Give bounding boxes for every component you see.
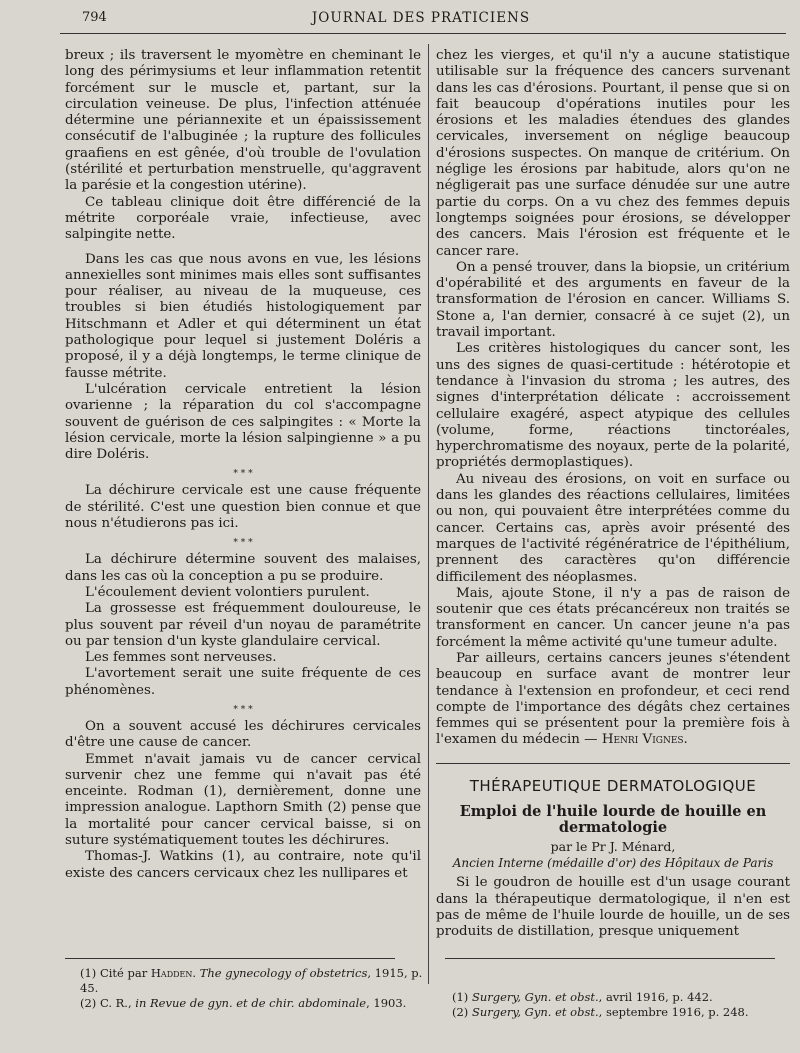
paragraph: Thomas-J. Watkins (1), au contraire, note qu'il existe des cancers cervicaux chez les nullipares et bbox=[65, 849, 421, 881]
paragraph: breux ; ils traversent le myomètre en cheminant le long des périmysiums et leur inflammation retentit forcément sur le muscle et, partant, sur la circulation veineuse. De plus, l'infection atténuée détermine une périannexite et un épaississement consécutif de l'albuginée ; la rupture des follicules graafiens en est gênée, d'où trouble de l'ovulation (stérilité et perturbation menstruelle, qu'aggravent la parésie et la congestion utérine). bbox=[65, 48, 421, 194]
paragraph: L'avortement serait une suite fréquente de ces phénomènes. bbox=[65, 666, 421, 698]
footnote: (1) Surgery, Gyn. et obst., avril 1916, p. 442. bbox=[452, 990, 713, 1004]
paragraph: Ce tableau clinique doit être différencié de la métrite corporéale vraie, infectieuse, avec salpingite nette. bbox=[65, 194, 421, 243]
paragraph: Les femmes sont nerveuses. bbox=[85, 650, 277, 666]
paragraph: Dans les cas que nous avons en vue, les lésions annexielles sont minimes mais elles sont suffisantes pour réaliser, au niveau de la muqueuse, ces troubles si bien étudiés histologiquement par Hitschmann et Adler et qui déterminent un état pathologique pour lequel si justement Doléris a proposé, il y a déjà longtemps, le terme clinique de fausse métrite. bbox=[65, 251, 421, 381]
section-separator: * * * bbox=[233, 538, 253, 549]
paragraph: On a souvent accusé les déchirures cervicales d'être une cause de cancer. bbox=[65, 718, 421, 751]
page-number: 794 bbox=[82, 10, 107, 25]
paragraph: chez les vierges, et qu'il n'y a aucune statistique utilisable sur la fréquence des cancers survenant dans les cas d'érosions. Pourtant, il pense que si on fait beaucoup d'opérations inutiles pour les érosions et les maladies étendues des glandes cervicales, inversement on néglige beaucoup d'érosions suspectes. On manque de critérium. On néglige les érosions par habitude, alors qu'on ne négligerait pas une surface dénudée sur une autre partie du corps. On a vu chez des femmes depuis longtemps soignées pour érosions, se développer des cancers. Mais l'érosion est fréquente et le cancer rare. bbox=[436, 48, 790, 259]
paragraph: L'ulcération cervicale entretient la lésion ovarienne ; la réparation du col s'accompagne souvent de guérison de ces salpingites : « Morte la lésion cervicale, morte la lésion salpingienne » a pu dire Doléris. bbox=[65, 381, 421, 463]
column-divider bbox=[428, 44, 429, 984]
footnote-rule-left bbox=[65, 958, 395, 959]
section-separator: * * * bbox=[233, 469, 253, 480]
author-signature: Henri Vignes. bbox=[601, 732, 688, 748]
paragraph bbox=[436, 651, 790, 749]
paragraph: La déchirure détermine souvent des malaises, dans les cas où la conception a pu se produire. bbox=[65, 552, 421, 584]
paragraph: Mais, ajoute Stone, il n'y a pas de raison de soutenir que ces états précancéreux non traités se transforment en cancer. Un cancer jeune n'a pas forcément la même activité qu'une tumeur adulte. bbox=[436, 585, 790, 650]
journal-title: JOURNAL DES PRATICIENS bbox=[311, 10, 531, 26]
paragraph: Les critères histologiques du cancer sont, les uns des signes de quasi-certitude : hétérotopie et tendance à l'invasion du stroma ; les autres, des signes d'interprétation délicate : accroissement cellulaire exagéré, aspect atypique des cellules (volume, forme, réactions tinctoréales, hyperchromatisme des noyaux, perte de la polarité, propriétés dermoplastiques). bbox=[436, 341, 790, 471]
left-column bbox=[65, 48, 421, 882]
article-byline: par le Pr J. Ménard, bbox=[550, 838, 676, 854]
footnotes-left bbox=[80, 966, 425, 1011]
article-title: Emploi de l'huile lourde de houille en dermatologie bbox=[459, 803, 767, 837]
footnotes-right bbox=[452, 990, 792, 1020]
paragraph: La grossesse est fréquemment douloureuse, le plus souvent par réveil d'un noyau de paramétrite ou par tension d'un kyste glandulaire cervical. bbox=[65, 601, 421, 649]
paragraph: L'écoulement devient volontiers purulent. bbox=[85, 584, 370, 600]
paragraph: Si le goudron de houille est d'un usage courant dans la thérapeutique dermatologique, il n'en est pas de même de l'huile lourde de houille, un de ses produits de distillation, presque uniquement bbox=[436, 875, 790, 940]
author-affiliation: Ancien Interne (médaille d'or) des Hôpitaux de Paris bbox=[452, 855, 774, 870]
paragraph: On a pensé trouver, dans la biopsie, un critérium d'opérabilité et des arguments en faveur de la transformation de l'érosion en cancer. Williams S. Stone a, l'an dernier, consacré à ce sujet (2), un travail important. bbox=[436, 259, 790, 341]
header-rule bbox=[60, 33, 786, 34]
footnote: (2) C. R., in Revue de gyn. et de chir. abdominale, 1903. bbox=[80, 996, 407, 1010]
footnote: (2) Surgery, Gyn. et obst., septembre 1916, p. 248. bbox=[452, 1005, 749, 1019]
footnote: (1) Cité par Hadden. The gynecology of obstetrics, 1915, p. 45. bbox=[80, 966, 423, 995]
paragraph: Emmet n'avait jamais vu de cancer cervical survenir chez une femme qui n'avait pas été enceinte. Rodman (1), dernièrement, donne une impression analogue. Lapthorn Smith (2) pense que la mortalité pour cancer cervical baisse, si on suture systématiquement toutes les déchirures. bbox=[65, 751, 421, 849]
footnote-rule-right bbox=[445, 958, 775, 959]
paragraph: Au niveau des érosions, on voit en surface ou dans les glandes des réactions cellulaires, limitées ou non, qui pouvaient être interprétées comme du cancer. Certains cas, après avoir présenté des marques de l'activité régénératrice de l'épithélium, prennent des caractères qu'on différencie difficilement des néoplasmes. bbox=[436, 471, 790, 585]
right-column bbox=[436, 48, 790, 940]
paragraph-text: Par ailleurs, certains cancers jeunes s'étendent beaucoup en surface avant de montrer leur tendance à l'extension en profondeur, et ceci rend compte de l'importance des dégâts chez certaines femmes qui se présentent pour la première fois à l'examen du médecin — bbox=[436, 650, 790, 748]
paragraph: La déchirure cervicale est une cause fréquente de stérilité. C'est une question bien connue et que nous n'étudierons pas ici. bbox=[65, 483, 421, 532]
running-header bbox=[60, 10, 782, 32]
section-heading: THÉRAPEUTIQUE DERMATOLOGIQUE bbox=[436, 763, 790, 794]
section-separator: * * * bbox=[233, 704, 253, 715]
